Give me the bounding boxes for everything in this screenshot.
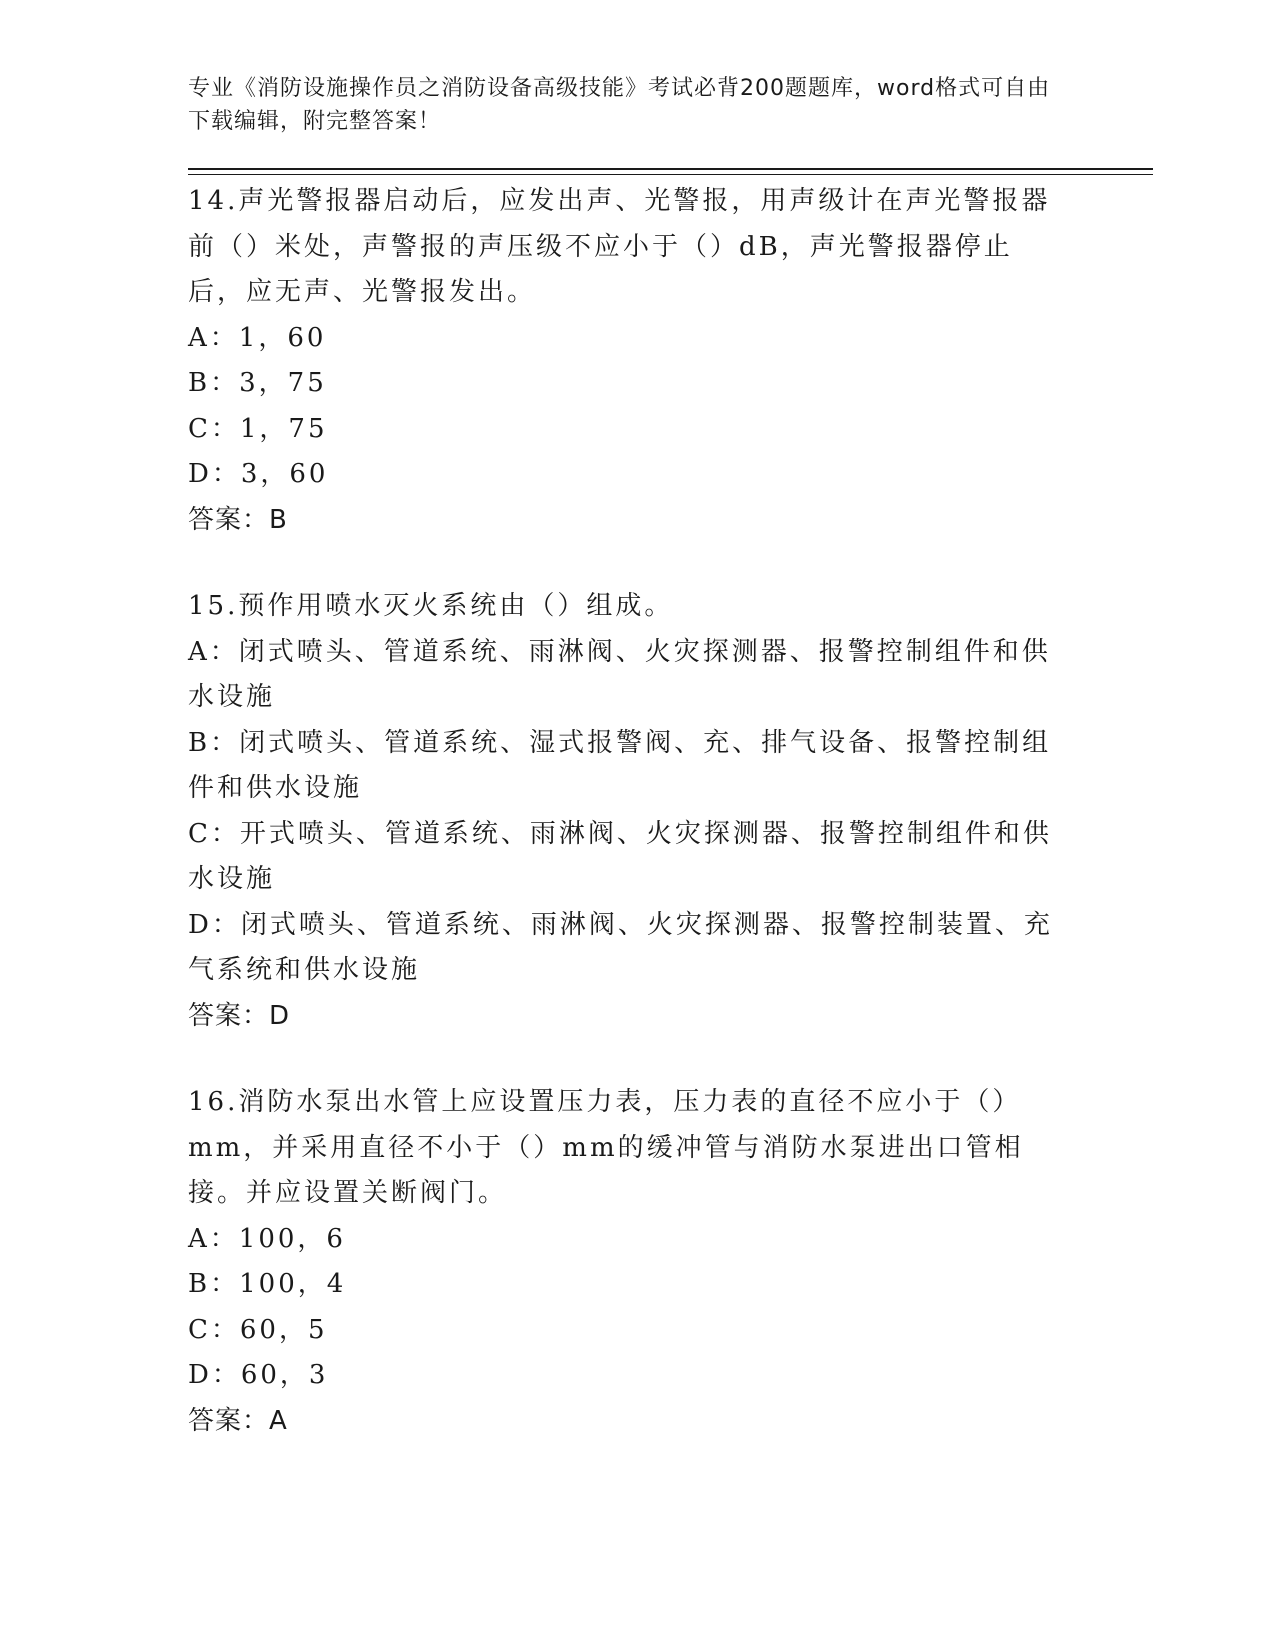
- question-stem: 15.预作用喷水灭火系统由（）组成。: [188, 591, 674, 621]
- document-header: 专业《消防设施操作员之消防设备高级技能》考试必背200题题库，word格式可自由下载编辑，附完整答案！: [188, 76, 1051, 134]
- question-14: [188, 179, 1068, 543]
- option-b: B：闭式喷头、管道系统、湿式报警阀、充、排气设备、报警控制组件和供水设施: [188, 727, 1052, 803]
- answer-line: 答案：A: [188, 1405, 288, 1436]
- option-b: B：100，4: [188, 1269, 347, 1299]
- option-a: A：1，60: [188, 322, 327, 353]
- divider-thick-line: [188, 168, 1153, 170]
- question-list: [188, 179, 1068, 1444]
- option-c: C：1，75: [188, 413, 328, 444]
- option-b: B：3，75: [188, 368, 327, 398]
- option-a: A：闭式喷头、管道系统、雨淋阀、火灾探测器、报警控制组件和供水设施: [188, 636, 1051, 712]
- option-a: A：100，6: [188, 1223, 346, 1254]
- answer-line: 答案：D: [188, 1000, 291, 1031]
- header-divider: [188, 168, 1153, 175]
- option-c: C：开式喷头、管道系统、雨淋阀、火灾探测器、报警控制组件和供水设施: [188, 818, 1052, 894]
- option-c: C：60，5: [188, 1314, 328, 1345]
- divider-thin-line: [188, 174, 1153, 175]
- question-stem: 16.消防水泵出水管上应设置压力表，压力表的直径不应小于（）mm，并采用直径不小于（）mm的缓冲管与消防水泵进出口管相接。并应设置关断阀门。: [188, 1087, 1024, 1208]
- question-16: [188, 1080, 1068, 1444]
- option-d: D：60，3: [188, 1360, 329, 1390]
- option-d: D：3，60: [188, 459, 329, 489]
- question-stem: 14.声光警报器启动后，应发出声、光警报，用声级计在声光警报器前（）米处，声警报的声压级不应小于（）dB，声光警报器停止后，应无声、光警报发出。: [188, 186, 1051, 307]
- document-page: [188, 72, 1153, 1485]
- option-d: D：闭式喷头、管道系统、雨淋阀、火灾探测器、报警控制装置、充气系统和供水设施: [188, 909, 1053, 985]
- question-15: [188, 584, 1068, 1039]
- answer-line: 答案：B: [188, 504, 288, 535]
